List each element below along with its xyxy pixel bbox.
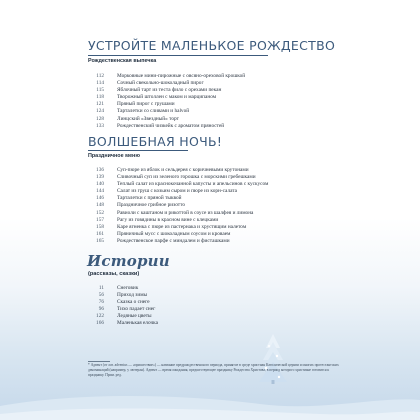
toc-page-number: 146	[96, 195, 104, 202]
section-title-rule	[88, 55, 268, 56]
toc-entry[interactable]	[88, 116, 245, 123]
toc-entry-title: Пряный пирог с грушами	[117, 101, 175, 108]
toc-entry-title: Сочный свекольно-шоколадный пирог	[117, 80, 204, 87]
footnote: * Адвент (от лат. adventus — «пришествие») — название предрождественского периода, принятое в среде христиан Католической церкви и многих протестантских деноминаций (например, у лютеран). Адвент — время ожидания, предшествующее празднику Рождества Христова, в период которого христиане готовятся к празднику. Прим. ред.	[88, 363, 339, 377]
toc-page-number: 56	[98, 292, 104, 299]
section-title-rule	[88, 150, 188, 151]
toc-list	[88, 73, 245, 130]
toc-entry[interactable]	[88, 224, 268, 231]
toc-entry-title: Равиоли с каштаном и рикоттой в соусе из шалфея и лимона	[117, 209, 254, 216]
toc-list	[88, 167, 268, 245]
toc-entry-title: Сливочный суп из зеленого горошка с морскими гребешками	[117, 174, 256, 181]
toc-entry[interactable]	[88, 217, 268, 224]
toc-entry-title: Праздничное грибное ризотто	[117, 202, 185, 209]
toc-page-number: 148	[96, 202, 104, 209]
toc-entry-title: Суп-пюре из яблок и сельдерея с коричневыми крутонами	[117, 167, 249, 173]
toc-page-number: 133	[96, 122, 104, 129]
footnote-rule	[88, 361, 110, 362]
section-title: УСТРОЙТЕ МАЛЕНЬКОЕ РОЖДЕСТВО	[88, 38, 336, 53]
toc-entry-title: Тарталетки с пряной тыквой	[117, 195, 182, 202]
snow-hill-background	[0, 386, 420, 420]
section-subtitle: Праздничное меню	[88, 153, 140, 159]
toc-page-number: 157	[96, 216, 104, 223]
toc-entry-title: Яблочный тарт из теста фило с орехами пекан	[117, 87, 222, 94]
toc-page-number: 121	[96, 101, 104, 108]
toc-entry-title: Линцский «Звездный» торт	[117, 115, 179, 122]
toc-entry[interactable]	[88, 108, 245, 115]
toc-page-number: 140	[96, 181, 104, 188]
section-subtitle: Рождественская выпечка	[88, 58, 157, 64]
toc-entry[interactable]	[88, 320, 158, 327]
stories-list	[88, 285, 158, 328]
toc-page-number: 122	[96, 313, 104, 320]
toc-entry-title: Ледяные цветы	[117, 313, 152, 320]
stories-title: Истории	[87, 252, 170, 270]
section-title: ВОЛШЕБНАЯ НОЧЬ!	[88, 134, 223, 149]
toc-entry[interactable]	[88, 123, 245, 130]
toc-page-number: 115	[96, 87, 104, 94]
toc-entry[interactable]	[88, 285, 158, 292]
toc-page-number: 166	[96, 320, 104, 327]
toc-entry-title: Теплый салат из краснокочанной капусты и апельсинов с кускусом	[117, 181, 269, 188]
toc-entry[interactable]	[88, 238, 268, 245]
toc-entry-title: Салат из груш с козьим сыром и пюре из корн-салата	[117, 188, 238, 195]
toc-entry-title: Рождественское парфе с миндалем и фисташками	[117, 237, 230, 244]
toc-entry-title: Приход зимы	[117, 292, 148, 299]
toc-page-number: 165	[96, 237, 104, 244]
toc-page-number: 11	[98, 285, 104, 291]
toc-entry[interactable]	[88, 231, 268, 238]
toc-entry[interactable]	[88, 313, 158, 320]
stories-subtitle: (рассказы, сказки)	[88, 271, 140, 277]
toc-entry[interactable]	[88, 299, 158, 306]
toc-entry-title: Творожный штоллен с маком и марципаном	[117, 94, 217, 101]
toc-page-number: 158	[96, 223, 104, 230]
toc-entry[interactable]	[88, 306, 158, 313]
toc-entry-title: Сказка о снеге	[117, 299, 150, 306]
toc-page-number: 124	[96, 108, 104, 115]
toc-entry-title: Рождественский чизкейк с ароматом пряностей	[117, 122, 225, 129]
toc-entry[interactable]	[88, 292, 158, 299]
toc-entry-title: Морковные мини-пирожные с овсяно-ореховой крошкой	[117, 73, 246, 79]
toc-page-number: 139	[96, 174, 104, 181]
toc-entry-title: Рагу из говядины в красном вине с клецками	[117, 216, 219, 223]
toc-entry[interactable]	[88, 181, 268, 188]
toc-page-number: 76	[98, 299, 104, 306]
toc-page-number: 114	[96, 80, 104, 87]
toc-entry-title: Снеговик	[117, 285, 139, 291]
toc-entry[interactable]	[88, 202, 268, 209]
toc-page-number: 96	[98, 306, 104, 313]
toc-entry[interactable]	[88, 210, 268, 217]
toc-page-number: 112	[96, 73, 104, 79]
toc-page-number: 128	[96, 115, 104, 122]
toc-page-number: 152	[96, 209, 104, 216]
toc-page-number: 118	[96, 94, 104, 101]
toc-page-number: 161	[96, 230, 104, 237]
toc-page-number: 144	[96, 188, 104, 195]
toc-entry-title: Пряничный мусс с шоколадным соусом и кроваем	[117, 230, 231, 237]
toc-page-number: 136	[96, 167, 104, 173]
toc-entry-title: Тихо падает снег	[117, 306, 156, 313]
toc-entry-title: Маленькая елочка	[117, 320, 158, 327]
toc-entry-title: Тарталетки со сливами и halvой	[117, 108, 190, 115]
toc-entry-title: Каре ягненка с пюре из пастернака и хрустящим налетом	[117, 223, 247, 230]
